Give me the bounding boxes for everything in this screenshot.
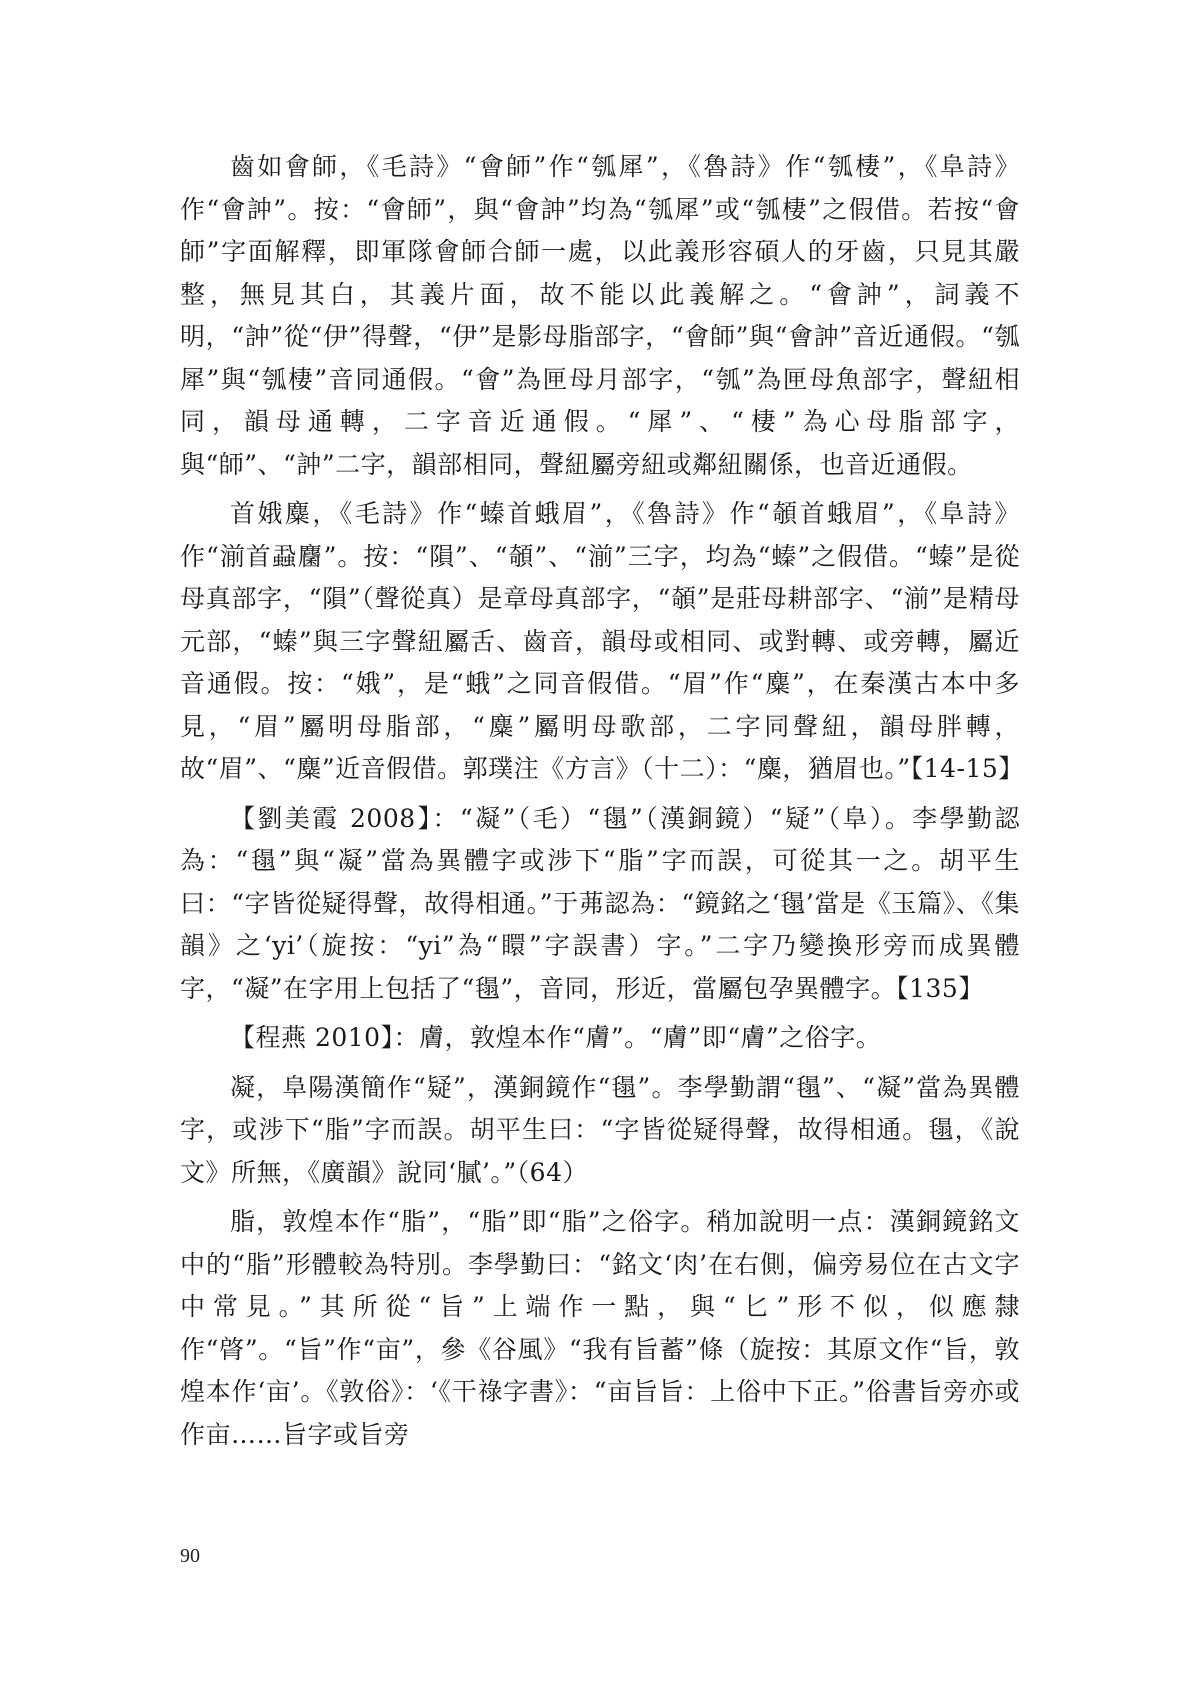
paragraph-1: 齒如會師，《毛詩》“會師”作“瓠犀”，《魯詩》作“瓠棲”，《阜詩》作“會訲”。按：“會師”，與“會訲”均為“瓠犀”或“瓠棲”之假借。若按“會師”字面解釋，即軍隊會師合師一處，以此義形容碩人的牙齒，只見其嚴整，無見其白，其義片面，故不能以此義解之。“會訲”，詞義不明，“訲”從“伊”得聲，“伊”是影母脂部字，“會師”與“會訲”音近通假。“瓠犀”與“瓠棲”音同通假。“會”為匣母月部字，“瓠”為匣母魚部字，聲紐相同，韻母通轉，二字音近通假。“犀”、“棲”為心母脂部字，與“師”、“訲”二字，韻部相同，聲紐屬旁紐或鄰紐關係，也音近通假。 — [180, 152, 1020, 479]
page-number: 90 — [180, 1545, 200, 1567]
paragraph-4: 【程燕 2010】：膚，敦煌本作“膚”。“膚”即“膚”之俗字。 — [230, 1023, 882, 1052]
paragraph-2: 首娥麋，《毛詩》作“螓首蛾眉”，《魯詩》作“䫑首蛾眉”，《阜詩》作“湔首蝨麕”。按：“隕”、“䫑”、“湔”三字，均為“螓”之假借。“螓”是從母真部字，“隕”（聲從真）是章母真部字，“䫑”是莊母耕部字、“湔”是精母元部，“螓”與三字聲紐屬舌、齒音，韻母或相同、或對轉、或旁轉，屬近音通假。按：“娥”，是“蛾”之同音假借。“眉”作“麋”，在秦漢古本中多見，“眉”屬明母脂部，“麋”屬明母歌部，二字同聲紐，韻母胖轉，故“眉”、“麋”近音假借。郭璞注《方言》（十二）：“麋，猶眉也。”【14-15】 — [180, 499, 1024, 783]
paragraph-3: 【劉美霞 2008】：“凝”（毛）“㲩”（漢銅鏡）“疑”（阜）。李學勤認為：“㲩”與“凝”當為異體字或涉下“脂”字而誤，可從其一之。胡平生曰：“字皆從疑得聲，故得相通。”于茀認為：“鏡銘之‘㲩’當是《玉篇》、《集韻》之‘yi’（旋按：“yi”為“䁵”字誤書）字。”二字乃變換形旁而成異體字，“凝”在字用上包括了“㲩”，音同，形近，當屬包孕異體字。【135】 — [180, 803, 1020, 1003]
page-body — [180, 146, 1024, 1463]
paragraph-6: 脂，敦煌本作“脂”，“脂”即“脂”之俗字。稍加說明一点：漢銅鏡銘文中的“脂”形體較為特別。李學勤曰：“銘文‘肉’在右側，偏旁易位在古文字中常見。”其所從“旨”上端作一點，與“匕”形不似，似應隸作“䏿”。“旨”作“亩”，參《谷風》“我有旨蓄”條（旋按：其原文作“旨，敦煌本作‘亩’。《敦俗》：‘《干祿字書》：“亩旨旨：上俗中下正。”俗書旨旁亦或作亩……旨字或旨旁 — [180, 1207, 1020, 1449]
paragraph-5: 凝，阜陽漢簡作“疑”，漢銅鏡作“㲩”。李學勤謂“㲩”、“凝”當為異體字，或涉下“脂”字而誤。胡平生曰：“字皆從疑得聲，故得相通。㲩，《說文》所無，《廣韻》說同‘膩’。”（64） — [180, 1072, 1020, 1187]
